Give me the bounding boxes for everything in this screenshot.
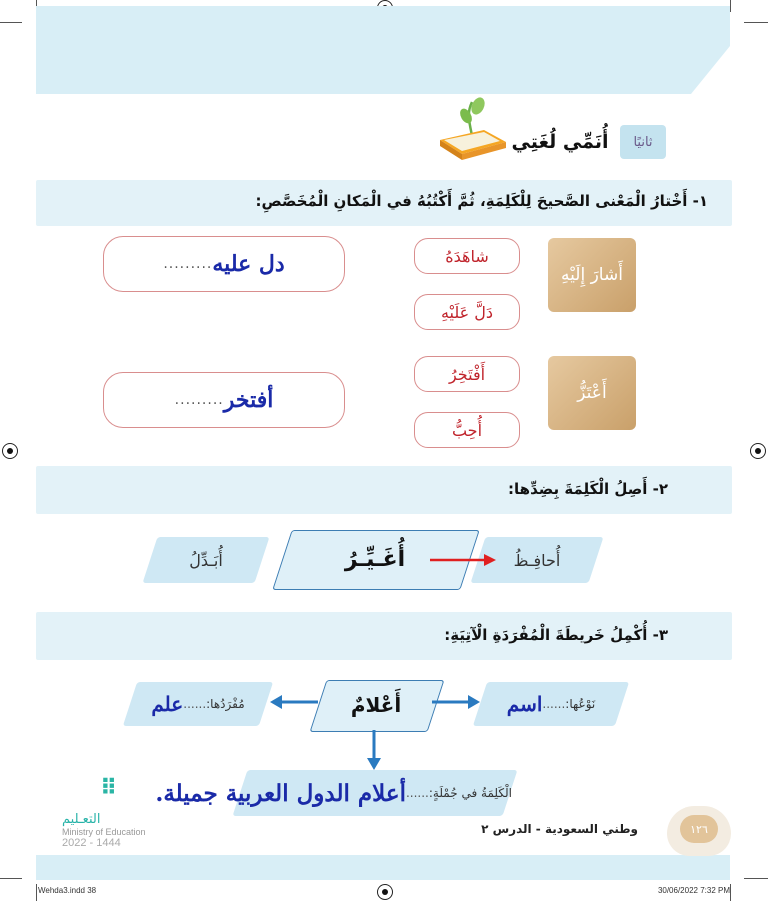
dotted-line: ......... <box>174 392 224 408</box>
crop-mark <box>730 884 731 901</box>
dotted-line: ...... <box>405 786 429 800</box>
word-left: أُبَـدِّلُ <box>189 550 223 570</box>
red-arrow-icon <box>428 552 496 568</box>
option-pill[interactable]: دَلَّ عَلَيْهِ <box>414 294 520 330</box>
sentence-label: الْكَلِمَةُ في جُمْلَةٍ: <box>428 786 512 800</box>
handwritten-answer: أعلام الدول العربية جميلة. <box>155 779 406 807</box>
singular-content <box>130 682 266 726</box>
ministry-ar: التعـليم <box>62 812 101 827</box>
question-1-title: ١- أَخْتارُ الْمَعْنى الصَّحيحَ لِلْكَلِمَةِ، ثُمَّ أَكْتُبُهُ في الْمَكانِ الْمُخَصَّصِ: <box>255 192 708 210</box>
option-pill[interactable]: أُحِبُّ <box>414 412 520 448</box>
vocab-word-2: أَعْتَزُّ <box>548 356 636 430</box>
year: 2022 - 1444 <box>62 837 121 849</box>
crop-mark <box>730 0 731 12</box>
left-arrow-icon <box>270 694 318 710</box>
book-sprout-icon <box>436 96 508 162</box>
question-3-title: ٣- أُكْمِلُ خَريطَةَ الْمُفْرَدَةِ الْآتِيَةِ: <box>444 626 668 644</box>
option-pill[interactable]: أَفْتَخِرُ <box>414 356 520 392</box>
type-content <box>480 682 622 726</box>
crop-mark <box>0 878 22 879</box>
end-mark-icon: ⠿ <box>100 776 116 801</box>
handwritten-answer: اسم <box>506 692 543 716</box>
ministry-logo <box>62 812 146 849</box>
registration-mark-icon <box>377 884 393 900</box>
word-center: أُغَـيِّـرُ <box>344 546 406 572</box>
registration-mark-icon <box>2 443 18 459</box>
section-title: أُنَمِّي لُغَتِي <box>511 131 609 153</box>
section-label: ثانيًا <box>620 125 666 159</box>
page-number: ١٢٦ <box>680 815 718 843</box>
type-label: نَوْعُها: <box>565 697 596 711</box>
question-2-title: ٢- أَصِلُ الْكَلِمَةَ بِضِدِّها: <box>508 480 668 498</box>
registration-mark-icon <box>750 443 766 459</box>
footer-band <box>36 855 730 880</box>
top-band <box>36 6 730 94</box>
dotted-line: ......... <box>163 256 213 272</box>
handwritten-answer: علم <box>151 692 184 716</box>
crop-mark <box>744 22 768 23</box>
lesson-title: وطني السعودية - الدرس ٢ <box>481 822 638 836</box>
singular-label: مُفْرَدُها: <box>206 697 245 711</box>
handwritten-answer: دل عليه <box>212 251 285 277</box>
down-arrow-icon <box>366 730 382 770</box>
ministry-en: Ministry of Education <box>62 827 146 837</box>
crop-mark <box>744 878 768 879</box>
answer-box[interactable] <box>103 236 345 292</box>
dotted-line: ...... <box>542 697 566 711</box>
right-arrow-icon <box>432 694 480 710</box>
dotted-line: ...... <box>183 697 207 711</box>
center-word: أَعْلامٌ <box>350 693 402 717</box>
slug-date: 30/06/2022 7:32 PM <box>657 886 730 895</box>
vocab-word-1: أَشارَ إِلَيْهِ <box>548 238 636 312</box>
crop-mark <box>0 22 22 23</box>
slug-file: Wehda3.indd 38 <box>38 886 97 895</box>
crop-mark <box>36 884 37 901</box>
word-right: أُحافِـظُ <box>513 550 561 570</box>
sentence-content <box>155 770 512 816</box>
handwritten-answer: أفتخر <box>223 387 274 413</box>
answer-box[interactable] <box>103 372 345 428</box>
option-pill[interactable]: شاهَدَهُ <box>414 238 520 274</box>
